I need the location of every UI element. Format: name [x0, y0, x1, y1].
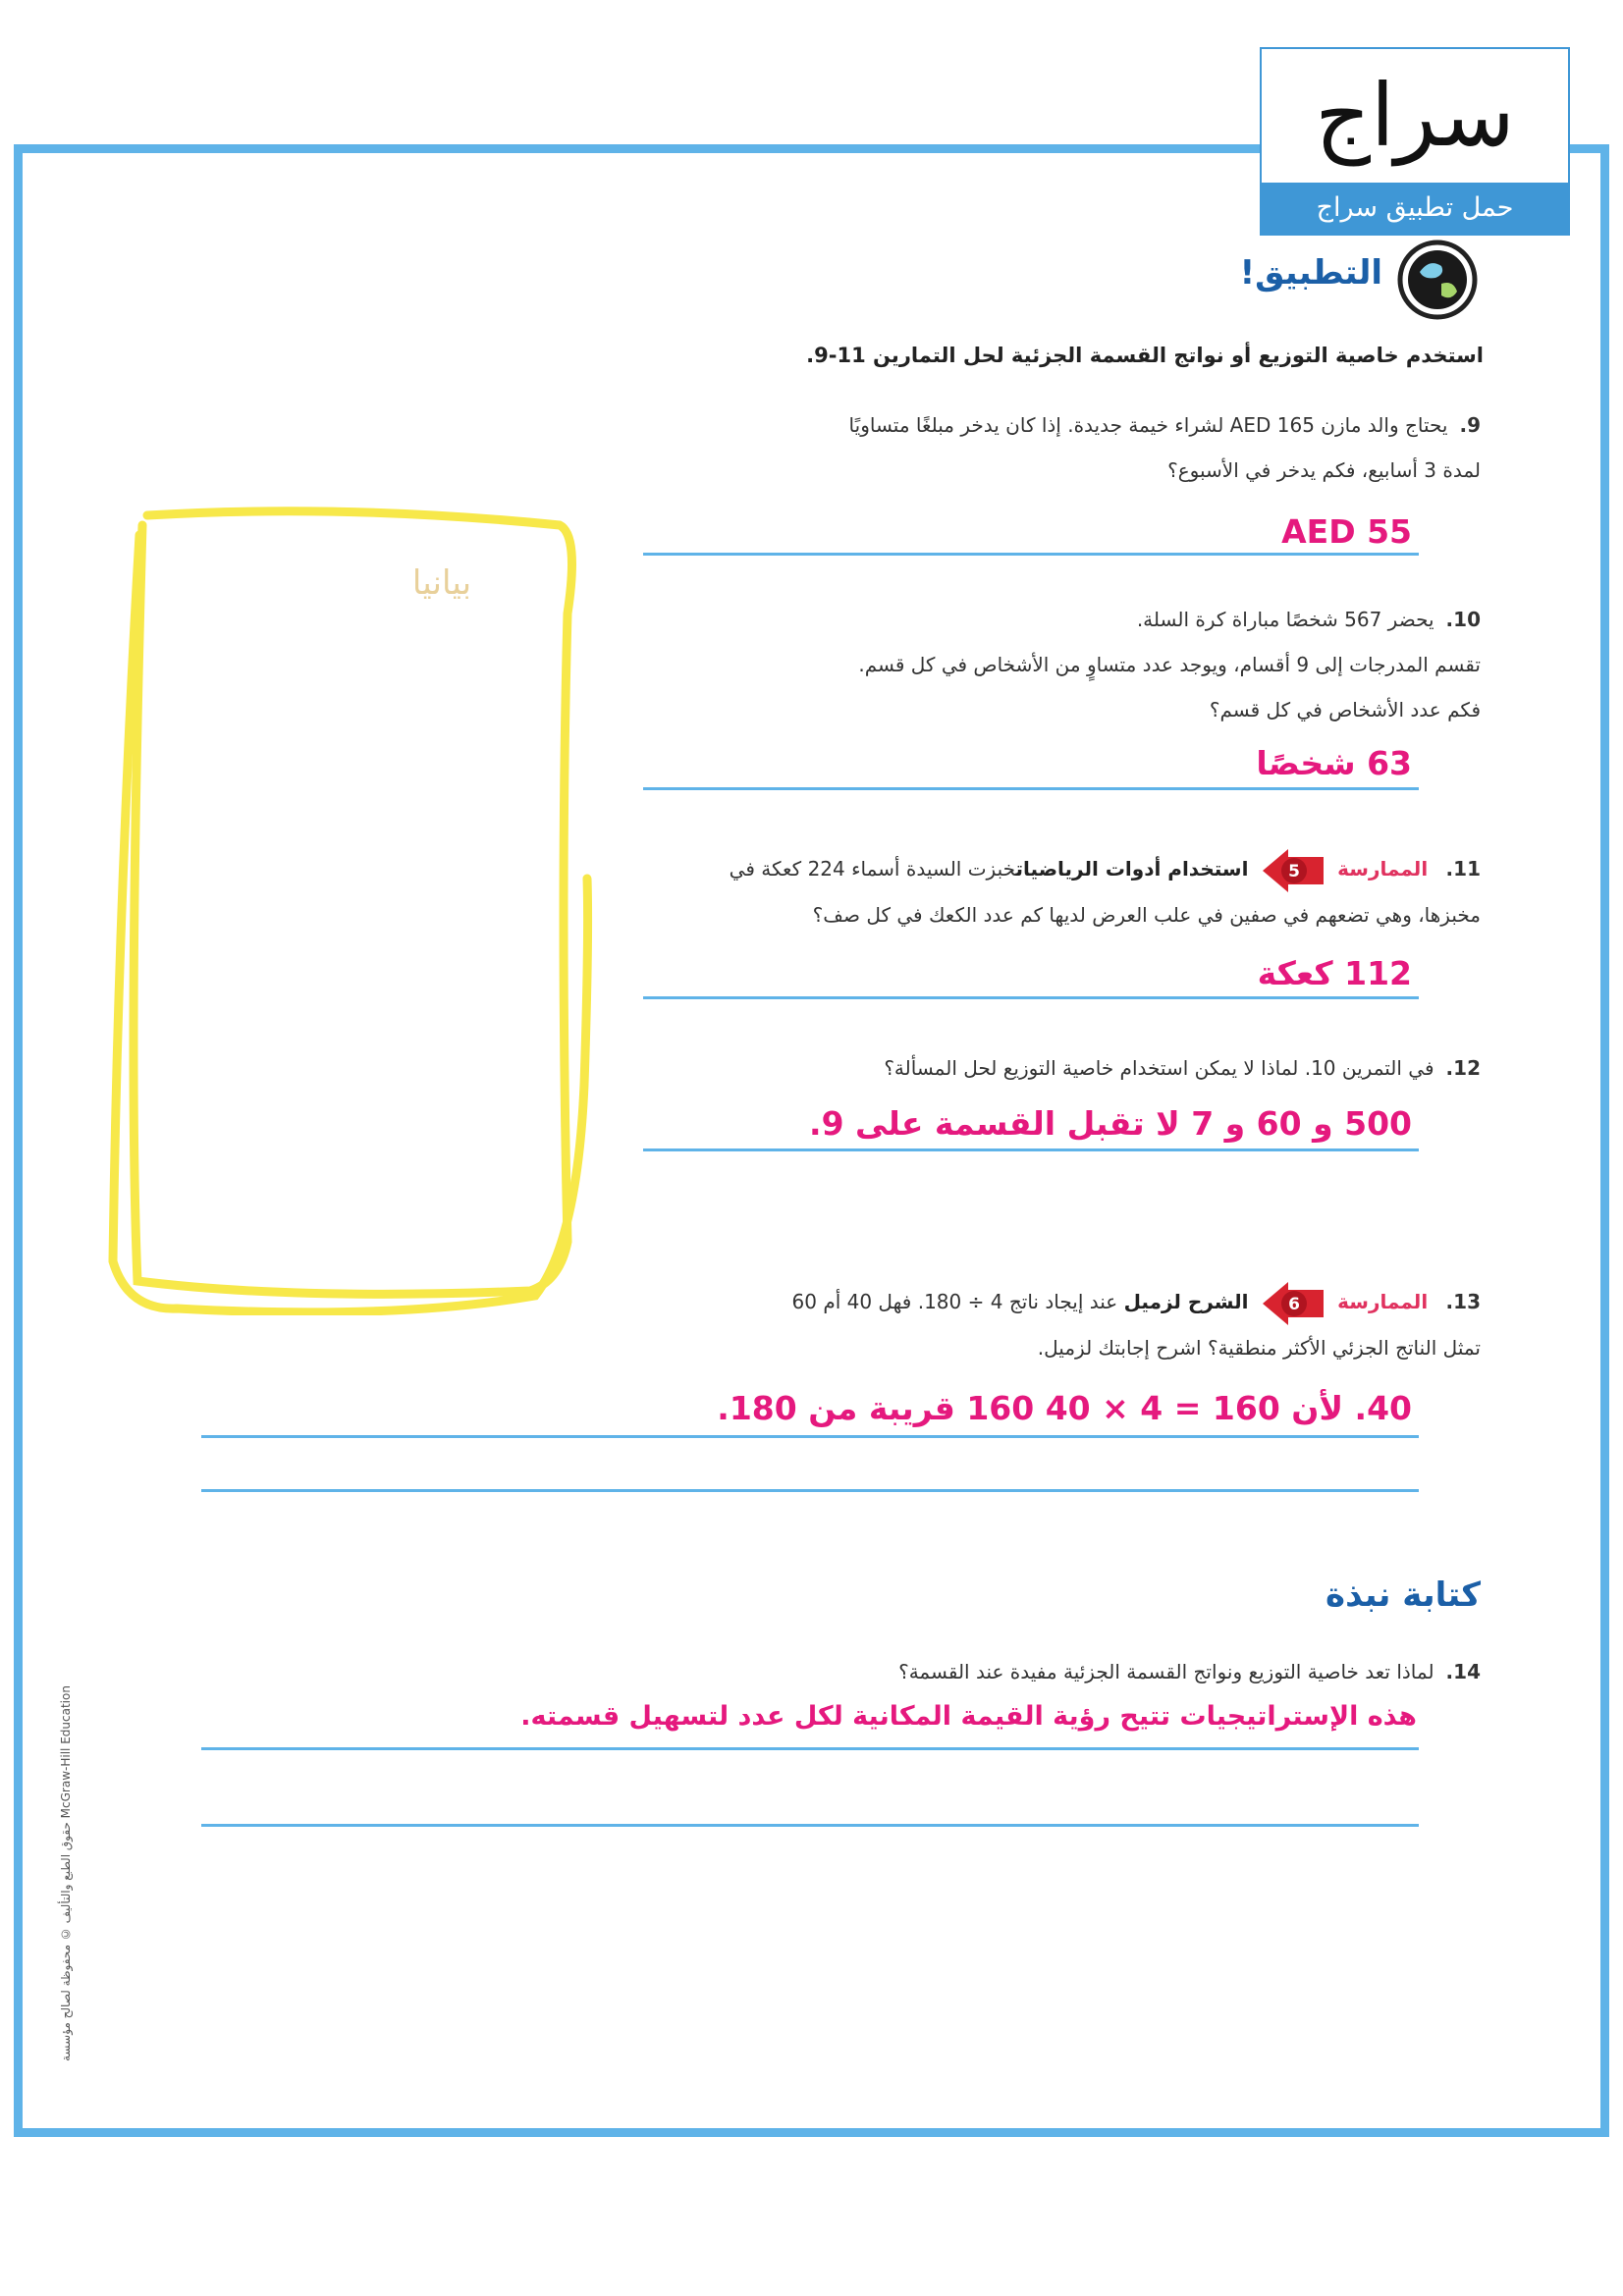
q13-badge: 6: [1287, 1294, 1300, 1314]
answer-line: [201, 1824, 1419, 1827]
q13-text: [617, 1279, 1481, 1370]
q11-number: 11.: [1445, 857, 1481, 881]
q9-line2: لمدة 3 أسابيع، فكم يدخر في الأسبوع؟: [1167, 458, 1481, 482]
q9-text: [617, 402, 1481, 493]
q12-number: 12.: [1445, 1056, 1481, 1080]
logo-word: سراج: [1315, 65, 1515, 166]
q13-number: 13.: [1445, 1290, 1481, 1313]
globe-icon: [1396, 239, 1479, 321]
q9-line1: يحتاج والد مازن AED 165 لشراء خيمة جديدة. إذا كان يدخر مبلغًا متساويًا: [848, 413, 1448, 437]
q13-skill-title: الشرح لزميل: [1123, 1290, 1249, 1313]
q9-answer: AED 55: [1281, 512, 1412, 551]
q11-skill-label: الممارسة: [1337, 857, 1429, 881]
section-title: التطبيق!: [1239, 253, 1382, 293]
q13-line2: تمثل الناتج الجزئي الأكثر منطقية؟ اشرح إجابتك لزميل.: [1037, 1335, 1481, 1360]
answer-line: [643, 996, 1419, 999]
q14-answer: هذه الإستراتيجيات تتيح رؤية القيمة المكانية لكل عدد لتسهيل قسمته.: [520, 1701, 1417, 1732]
instructions: استخدم خاصية التوزيع أو نواتج القسمة الجزئية لحل التمارين 11-9.: [806, 344, 1484, 367]
answer-line: [643, 1148, 1419, 1151]
q9-number: 9.: [1459, 413, 1481, 437]
q10-line3: فكم عدد الأشخاص في كل قسم؟: [1209, 698, 1481, 721]
answer-line: [643, 787, 1419, 790]
q12-line1: في التمرين 10. لماذا لا يمكن استخدام خاصية التوزيع لحل المسألة؟: [884, 1056, 1434, 1080]
q11-line2: مخبزها، وهي تضعهم في صفين في علب العرض لديها كم عدد الكعك في كل صف؟: [812, 902, 1481, 927]
answer-line: [201, 1435, 1419, 1438]
siraj-logo: [1260, 47, 1570, 236]
q11-text: [617, 846, 1481, 937]
q11-answer: 112 كعكة: [1257, 954, 1412, 992]
q14-question: لماذا تعد خاصية التوزيع ونواتج القسمة الجزئية مفيدة عند القسمة؟: [898, 1660, 1434, 1683]
q10-line2: تقسم المدرجات إلى 9 أقسام، ويوجد عدد متساوٍ من الأشخاص في كل قسم.: [858, 653, 1481, 676]
practice-arrow-icon: [1263, 849, 1324, 892]
q12-answer: 500 و 60 و 7 لا تقبل القسمة على 9.: [809, 1104, 1412, 1143]
q14-number: 14.: [1445, 1660, 1481, 1683]
highlight-box: [98, 496, 609, 1315]
copyright-note: حقوق الطبع والتأليف © محفوظة لصالح مؤسسة McGraw-Hill Education: [59, 1685, 73, 2061]
writing-title: كتابة نبذة: [1325, 1575, 1481, 1615]
logo-banner: حمل تطبيق سراج: [1262, 183, 1568, 234]
answer-line: [201, 1489, 1419, 1492]
q13-answer: 40. لأن 160 = 4 × 40 160 قريبة من 180.: [717, 1389, 1412, 1427]
q13-skill-label: الممارسة: [1337, 1290, 1429, 1313]
q10-text: [617, 597, 1481, 732]
q11-badge: 5: [1287, 861, 1300, 881]
q14-text: [617, 1649, 1481, 1694]
q11-line1: خبزت السيدة أسماء 224 كعكة في: [729, 857, 1016, 881]
practice-arrow-icon: [1263, 1282, 1324, 1325]
q10-answer: 63 شخصًا: [1256, 744, 1412, 782]
q11-skill-title: استخدام أدوات الرياضيات: [1015, 857, 1249, 881]
answer-line: [643, 553, 1419, 556]
q10-line1: يحضر 567 شخصًا مباراة كرة السلة.: [1136, 608, 1434, 631]
q13-line1: عند إيجاد ناتج 4 ÷ 180. فهل 40 أم 60: [791, 1290, 1118, 1313]
handwriting-mark: بيانيا: [411, 563, 472, 603]
answer-line: [201, 1747, 1419, 1750]
q12-text: [617, 1045, 1481, 1091]
q10-number: 10.: [1445, 608, 1481, 631]
